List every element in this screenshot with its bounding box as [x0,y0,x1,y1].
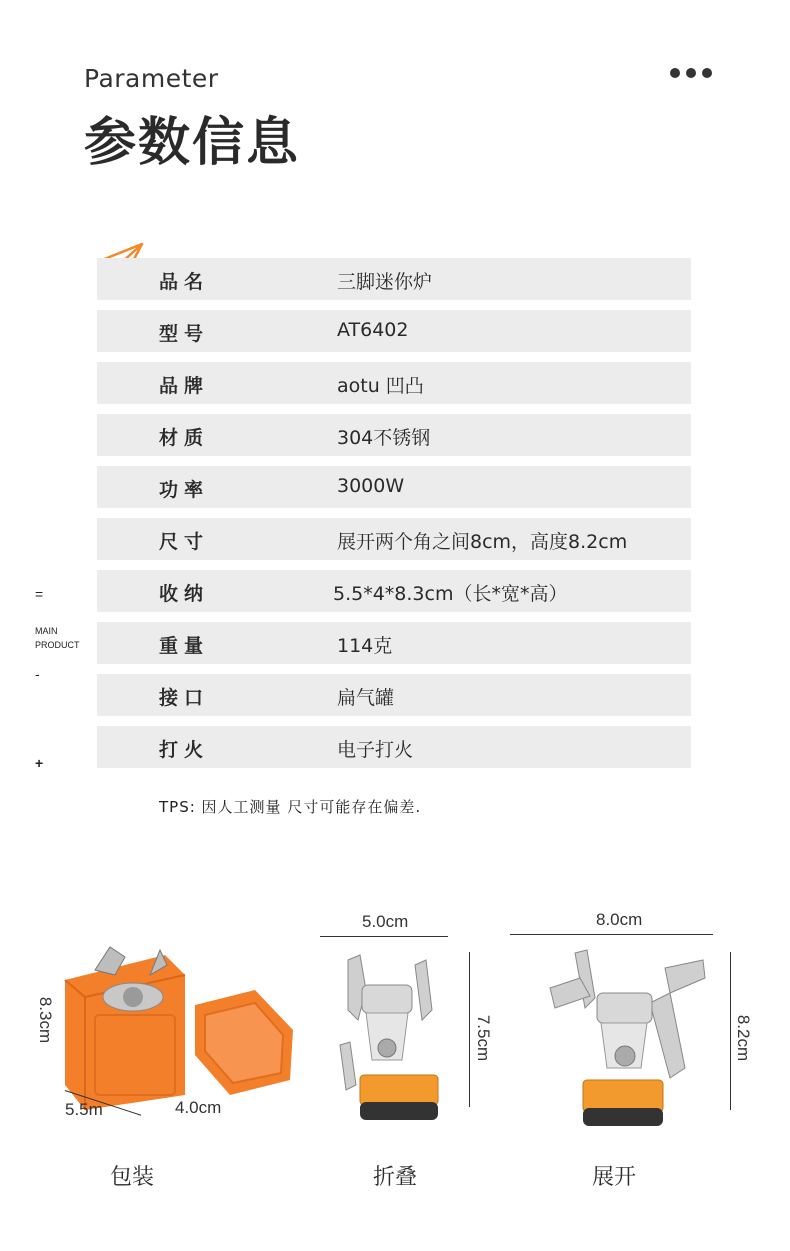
folded-width-label: 5.0cm [362,912,409,931]
more-dots-icon[interactable] [670,68,712,78]
product-label: PRODUCT [35,640,80,650]
spec-label: 打火 [159,739,210,761]
page-title: 参数信息 [84,113,301,173]
spec-row-name [97,258,691,300]
side-menu-button[interactable]: = [35,586,44,602]
spec-table [97,258,691,778]
folded-stove-image [330,950,450,1135]
dot [702,68,712,78]
spec-label: 重量 [159,635,210,657]
spec-value: 展开两个角之间8cm，高度8.2cm [337,531,628,553]
spec-label: 型号 [159,323,210,345]
folded-height-label: 7.5cm [474,1014,494,1062]
spec-row-model [97,310,691,352]
spec-value: 5.5*4*8.3cm（长*宽*高） [333,583,568,605]
spec-value: aotu 凹凸 [337,375,424,397]
dot [686,68,696,78]
spec-value: 三脚迷你炉 [337,271,433,293]
spec-value: 114克 [337,635,393,657]
main-product-link[interactable] [35,624,80,652]
dot [670,68,680,78]
package-height-label: 8.3cm [36,996,56,1044]
unfolded-caption: 展开 [592,1165,637,1190]
spec-row-brand [97,362,691,404]
zoom-out-button[interactable]: - [35,666,40,682]
spec-row-ignition [97,726,691,768]
folded-caption: 折叠 [373,1165,418,1190]
spec-label: 材质 [159,427,210,449]
spec-value: 扁气罐 [337,687,395,709]
spec-row-storage [97,570,691,612]
page-subtitle: Parameter [84,64,219,93]
unfolded-width-label: 8.0cm [596,910,643,929]
folded-width-line [320,936,448,937]
unfolded-stove-image [545,948,710,1138]
unfolded-height-line [730,952,731,1110]
spec-row-size [97,518,691,560]
spec-label: 接口 [159,687,210,709]
spec-value: 电子打火 [337,739,414,761]
spec-label: 收纳 [159,583,210,605]
package-width-label: 4.0cm [175,1098,222,1117]
spec-row-weight [97,622,691,664]
spec-label: 品牌 [159,375,210,397]
zoom-in-button[interactable]: + [35,755,44,771]
unfolded-height-label: 8.2cm [734,1014,754,1062]
spec-value: AT6402 [337,319,409,341]
spec-value: 304不锈钢 [337,427,431,449]
package-caption: 包装 [110,1165,155,1190]
package-box-image [55,935,300,1120]
spec-label: 尺寸 [159,531,210,553]
spec-row-power [97,466,691,508]
spec-row-interface [97,674,691,716]
spec-label: 品名 [159,271,210,293]
main-label: MAIN [35,626,58,636]
spec-value: 3000W [337,475,405,497]
spec-label: 功率 [159,479,210,501]
spec-row-material [97,414,691,456]
folded-height-line [469,952,470,1107]
tips-text: TPS: 因人工测量 尺寸可能存在偏差. [159,798,422,816]
unfolded-width-line [510,934,713,935]
package-length-label: 5.5m [65,1100,103,1119]
